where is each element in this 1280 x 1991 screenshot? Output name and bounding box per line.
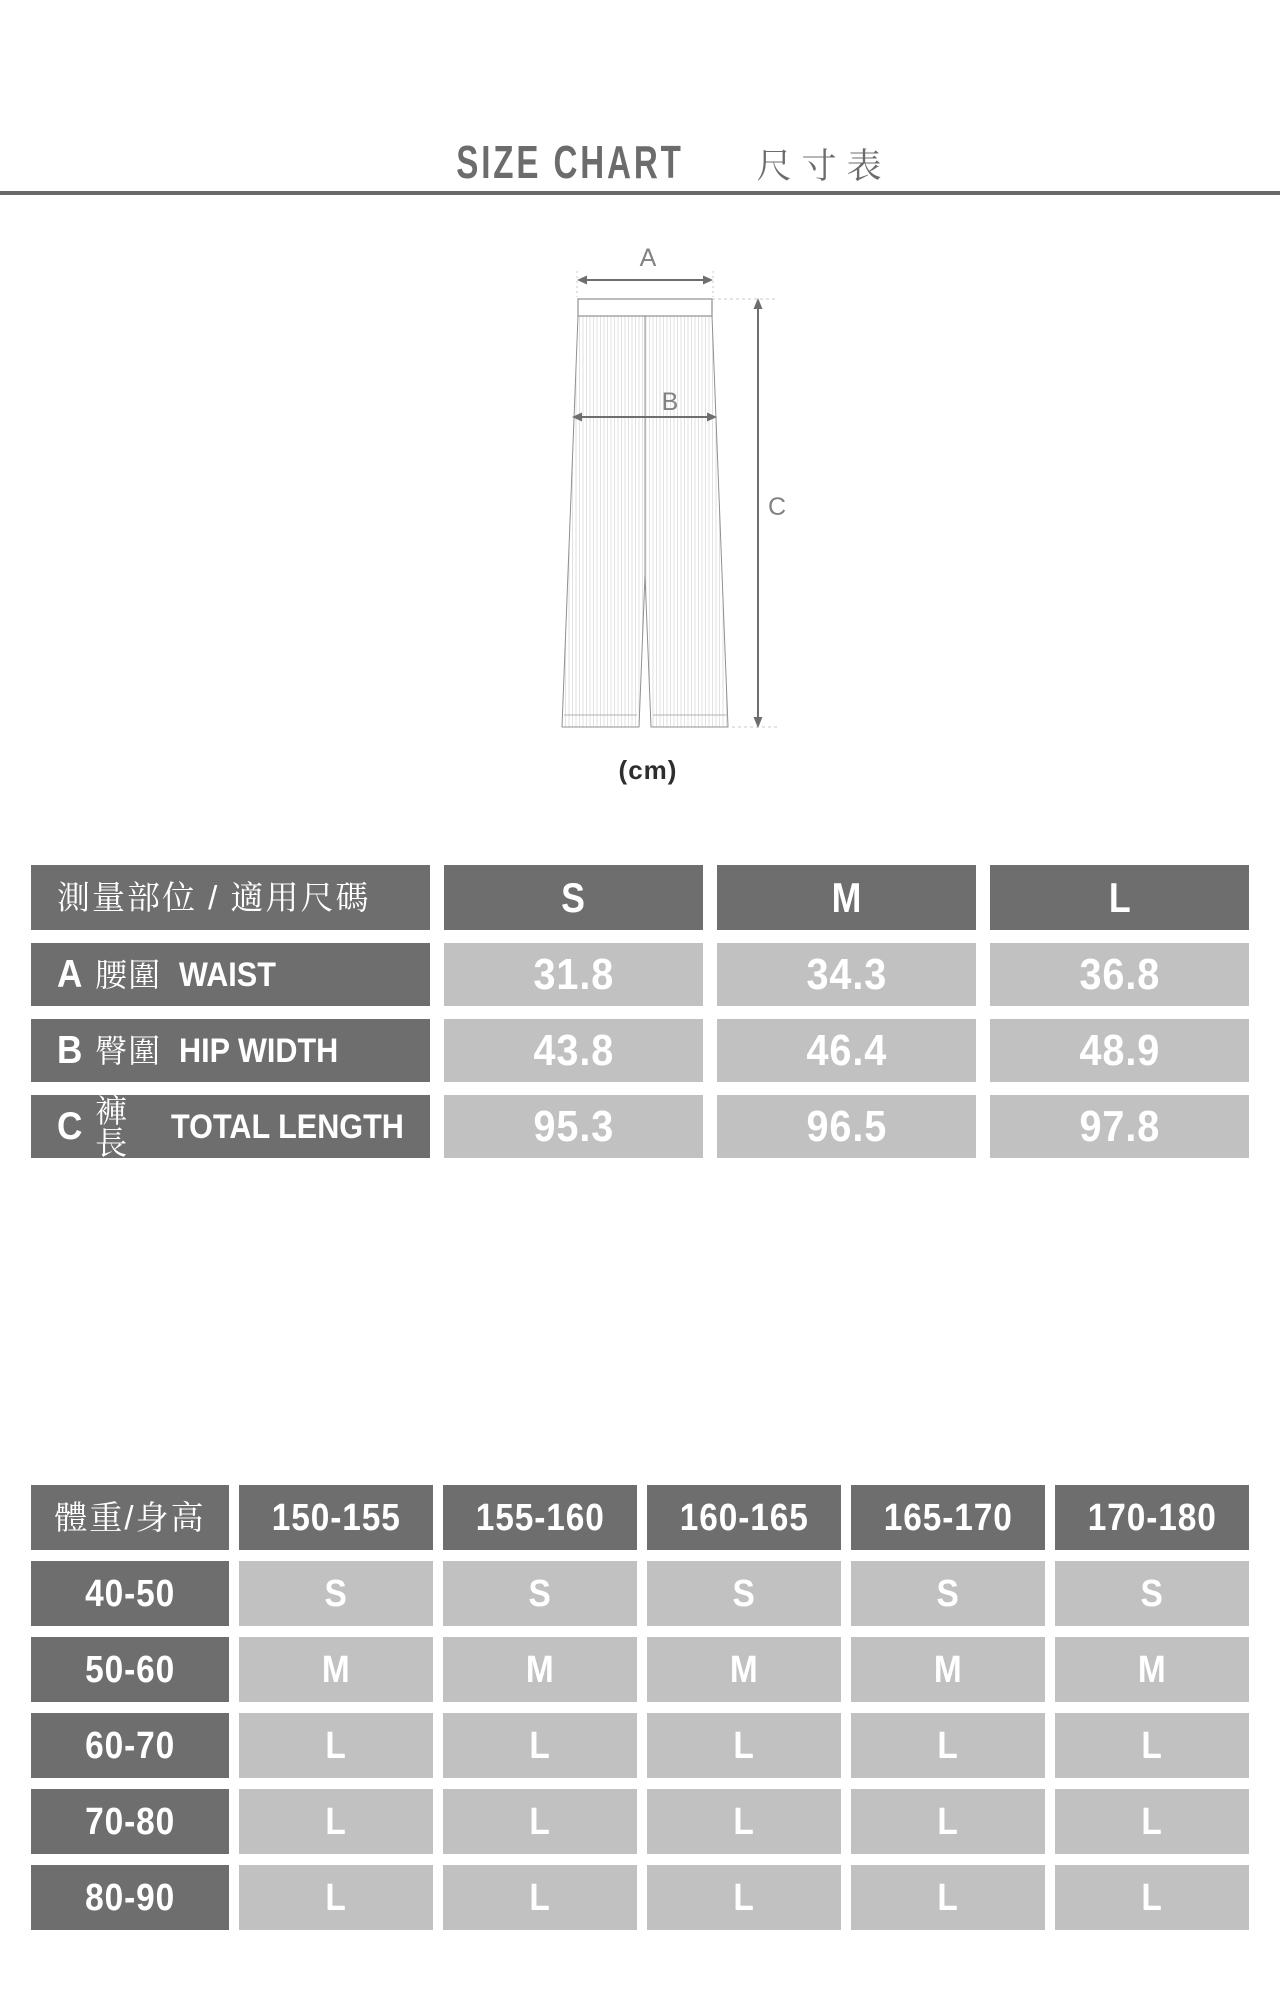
measure-value-cell: 48.9 — [990, 1019, 1249, 1082]
fit-size-cell: L — [647, 1789, 841, 1854]
fit-size-cell: L — [1055, 1713, 1249, 1778]
measure-row-label-waist: A 腰圍 WAIST — [31, 943, 430, 1006]
measure-value-cell: 96.5 — [717, 1095, 976, 1158]
fit-size-cell: S — [239, 1561, 433, 1626]
title-divider-line — [0, 191, 1280, 195]
fit-size-cell: L — [647, 1865, 841, 1930]
measure-table-corner-header — [31, 865, 430, 930]
measurement-table — [31, 865, 1249, 1161]
fit-size-cell: L — [851, 1713, 1045, 1778]
measure-value-cell: 43.8 — [444, 1019, 703, 1082]
title-chinese: 尺寸表 — [756, 147, 892, 186]
fit-size-cell: M — [443, 1637, 637, 1702]
arrowhead-a-left — [577, 276, 587, 285]
measure-row-label-hip: B 臀圍 HIP WIDTH — [31, 1019, 430, 1082]
fit-size-cell: S — [647, 1561, 841, 1626]
pants-measurement-diagram — [540, 240, 800, 790]
page-title — [0, 136, 1280, 188]
fit-size-cell: L — [239, 1789, 433, 1854]
dimension-c-label: C — [767, 493, 787, 521]
fit-size-cell: L — [1055, 1865, 1249, 1930]
size-column-header-m: M — [717, 865, 976, 930]
measure-value-cell: 46.4 — [717, 1019, 976, 1082]
height-range-header: 160-165 — [647, 1485, 841, 1550]
height-range-header: 165-170 — [851, 1485, 1045, 1550]
fit-size-cell: S — [1055, 1561, 1249, 1626]
weight-range-label: 70-80 — [31, 1789, 229, 1854]
measure-value-cell: 95.3 — [444, 1095, 703, 1158]
fit-size-cell: L — [443, 1713, 637, 1778]
fit-size-cell: S — [851, 1561, 1045, 1626]
fit-size-cell: M — [1055, 1637, 1249, 1702]
fit-size-cell: L — [647, 1713, 841, 1778]
fit-size-cell: S — [443, 1561, 637, 1626]
fit-table — [31, 1485, 1249, 1930]
measure-value-cell: 31.8 — [444, 943, 703, 1006]
pants-left-leg — [562, 316, 645, 727]
fit-size-cell: L — [851, 1789, 1045, 1854]
fit-size-cell: M — [647, 1637, 841, 1702]
dimension-a-label: A — [639, 244, 657, 272]
measure-header-label: 測量部位 / 適用尺碼 — [57, 879, 371, 916]
weight-range-label: 50-60 — [31, 1637, 229, 1702]
fit-size-cell: L — [1055, 1789, 1249, 1854]
weight-range-label: 80-90 — [31, 1865, 229, 1930]
arrowhead-a-right — [703, 276, 713, 285]
height-range-header: 150-155 — [239, 1485, 433, 1550]
weight-range-label: 40-50 — [31, 1561, 229, 1626]
pants-right-leg — [645, 316, 728, 727]
fit-table-corner-header: 體重/身高 — [31, 1485, 229, 1550]
fit-size-cell: M — [239, 1637, 433, 1702]
arrowhead-c-bottom — [754, 717, 763, 728]
fit-size-cell: L — [443, 1865, 637, 1930]
measure-value-cell: 36.8 — [990, 943, 1249, 1006]
fit-size-cell: L — [851, 1865, 1045, 1930]
fit-size-cell: L — [443, 1789, 637, 1854]
dimension-b-label: B — [661, 388, 679, 416]
fit-size-cell: L — [239, 1713, 433, 1778]
measure-value-cell: 34.3 — [717, 943, 976, 1006]
weight-range-label: 60-70 — [31, 1713, 229, 1778]
height-range-header: 170-180 — [1055, 1485, 1249, 1550]
size-column-header-s: S — [444, 865, 703, 930]
arrowhead-c-top — [754, 298, 763, 309]
measure-value-cell: 97.8 — [990, 1095, 1249, 1158]
title-english: SIZE CHART — [456, 136, 685, 188]
fit-size-cell: M — [851, 1637, 1045, 1702]
waistband — [578, 299, 712, 316]
height-range-header: 155-160 — [443, 1485, 637, 1550]
unit-label: (cm) — [618, 755, 678, 785]
measure-row-label-length: C 褲長 TOTAL LENGTH — [31, 1095, 430, 1158]
size-column-header-l: L — [990, 865, 1249, 930]
fit-size-cell: L — [239, 1865, 433, 1930]
